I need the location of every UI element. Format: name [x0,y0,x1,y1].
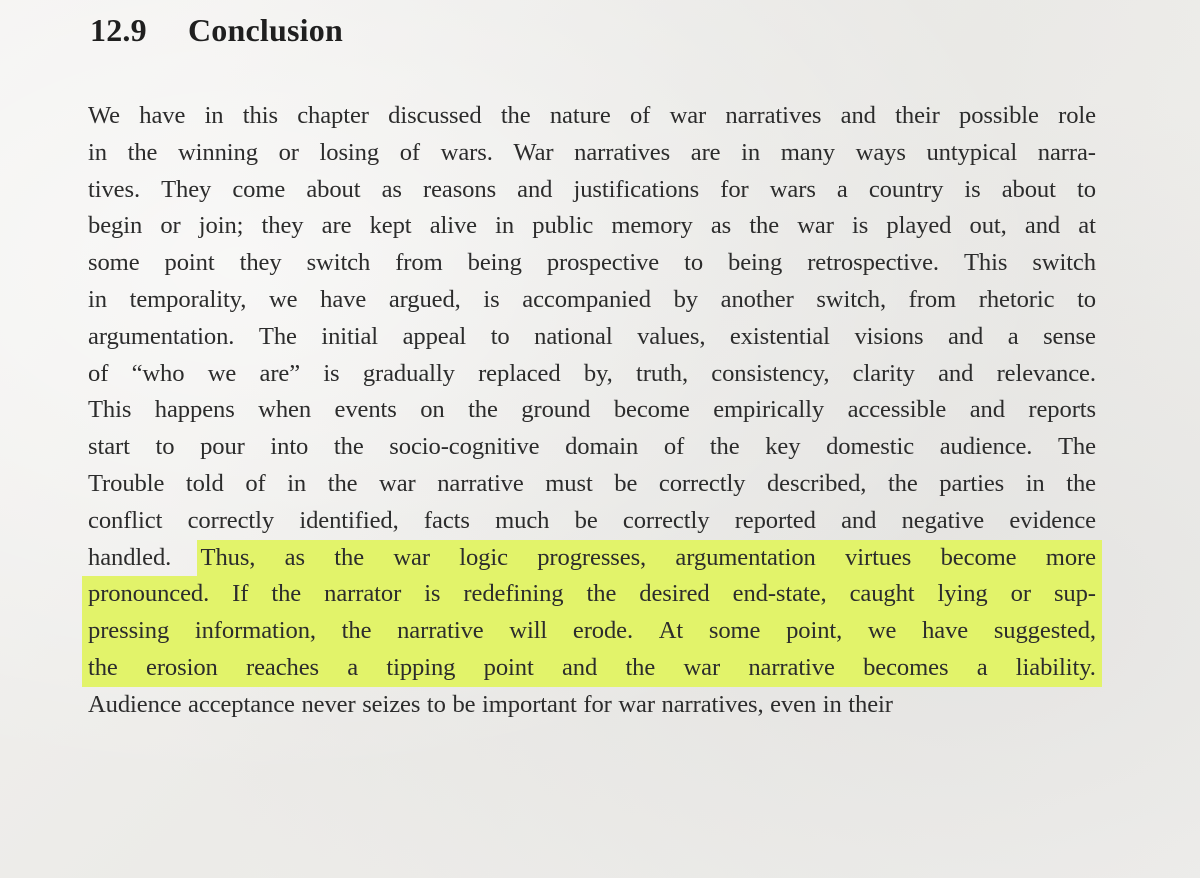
paragraph-line: the erosion reaches a tipping point and the war narrative becomes a liability. [82,650,1102,687]
section-heading [90,10,343,50]
paragraph-line: in temporality, we have argued, is accompanied by another switch, from rhetoric to [88,285,1096,313]
paragraph-line: tives. They come about as reasons and justifications for wars a country is about to [88,175,1096,203]
paragraph-line: conflict correctly identified, facts much be correctly reported and negative evidence [88,506,1096,534]
paragraph-line: pronounced. If the narrator is redefining the desired end-state, caught lying or sup- [82,576,1102,613]
paragraph-line: begin or join; they are kept alive in public memory as the war is played out, and at [88,212,1096,240]
paragraph-line: start to pour into the socio-cognitive domain of the key domestic audience. The [88,433,1096,461]
section-title: Conclusion [188,11,343,48]
paragraph-line: Audience acceptance never seizes to be important for war narratives, even in their [88,690,893,718]
paragraph-line: argumentation. The initial appeal to national values, existential visions and a sense [88,322,1096,350]
paragraph-line: This happens when events on the ground become empirically accessible and reports [88,396,1096,424]
paragraph-line: some point they switch from being prospective to being retrospective. This switch [88,249,1096,277]
paragraph-line: pressing information, the narrative will erode. At some point, we have suggested, [82,613,1102,650]
section-number: 12.9 [90,11,147,48]
paragraph-line: Trouble told of in the war narrative must be correctly described, the parties in the [88,469,1096,497]
paragraph-line: in the winning or losing of wars. War narratives are in many ways untypical narra- [88,138,1096,166]
paragraph-line: of “who we are” is gradually replaced by, truth, consistency, clarity and relevance. [88,359,1096,387]
paragraph-line: We have in this chapter discussed the nature of war narratives and their possible role [88,102,1096,129]
paragraph-line: handled. Thus, as the war logic progresses, argumentation virtues become more [88,540,1096,577]
body-paragraph [88,98,1096,724]
